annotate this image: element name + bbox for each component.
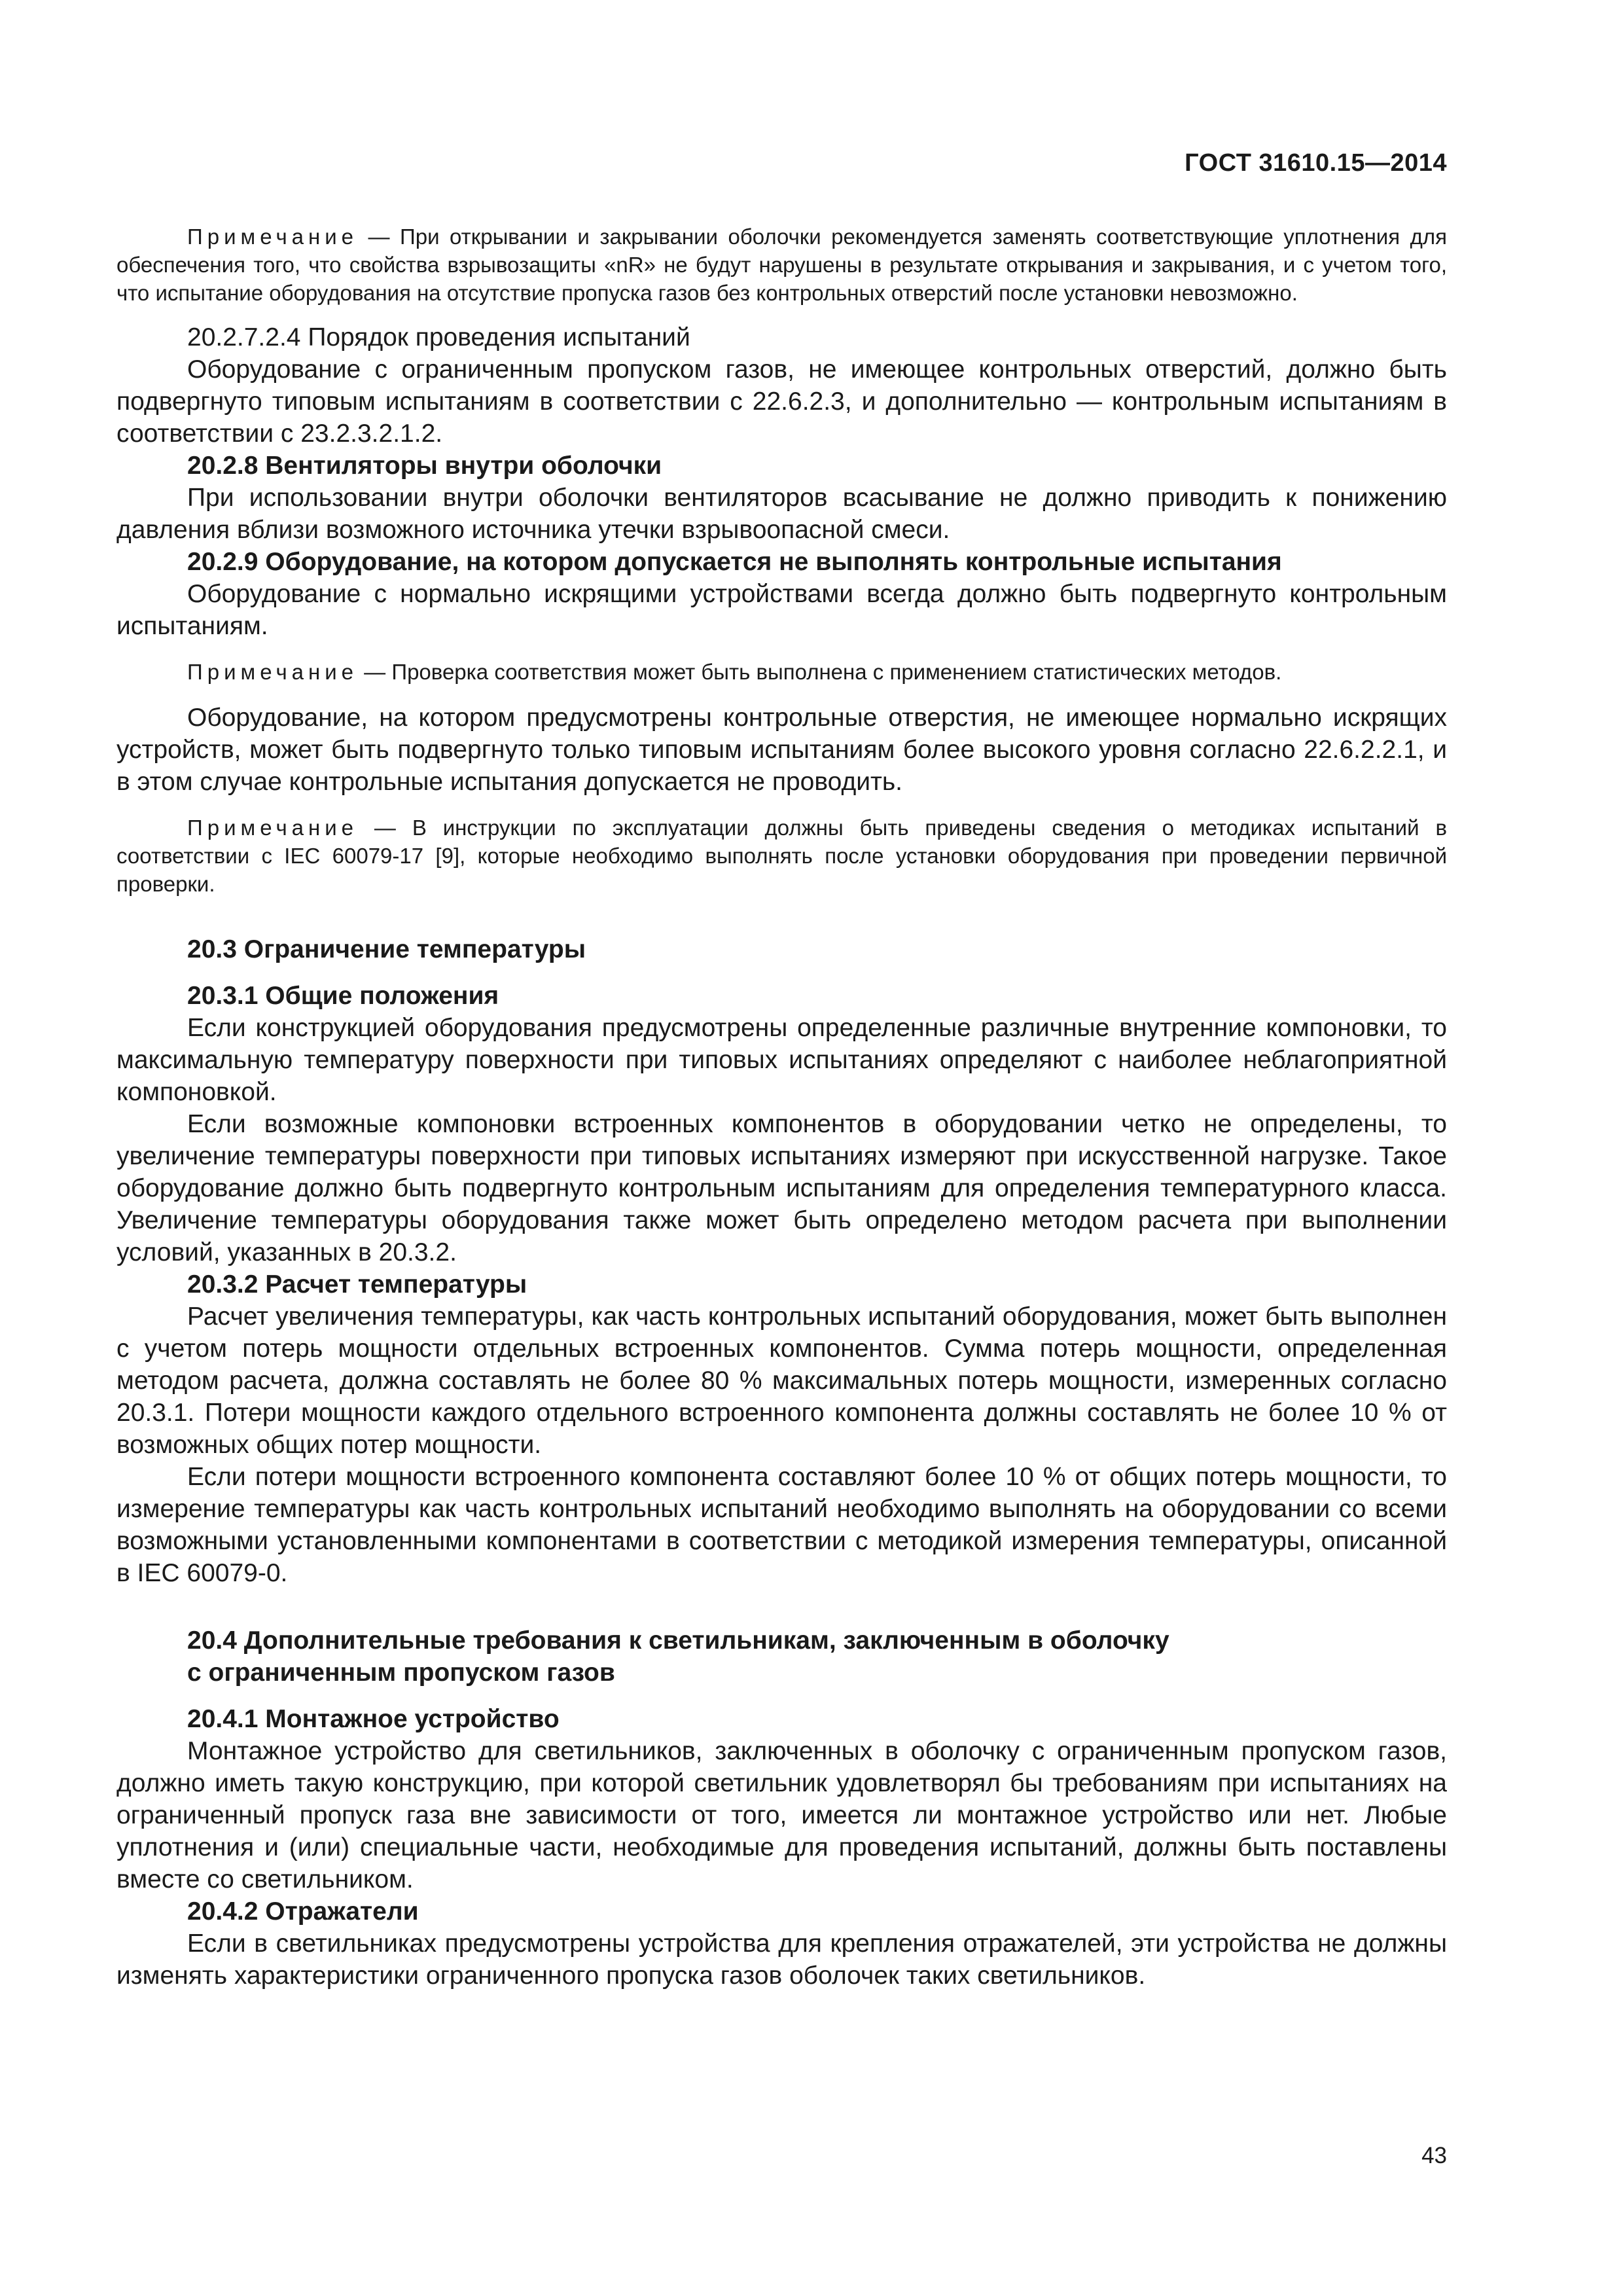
subsection-title-20-2-7-2-4: 20.2.7.2.4 Порядок проведения испытаний	[187, 323, 690, 351]
document-body	[116, 223, 1447, 1992]
page-number: 43	[1421, 2143, 1447, 2168]
note-text: — При открывании и закрывании оболочки рекомендуется заменять соответствующие уплотнения для обеспечения того, что свойства взрывозащиты «nR» не будут нарушены в результате открывания и закрывания, и с учетом того, что испытание оборудования на отсутствие пропуска газов без контрольных отверстий после установки невозможно.	[116, 224, 1447, 305]
section-heading-20-3: 20.3 Ограничение температуры	[187, 935, 586, 963]
section-heading-line: 20.4 Дополнительные требования к светильникам, заключенным в оболочку	[187, 1626, 1169, 1655]
note-label: Примечание	[187, 224, 359, 249]
note-text: — Проверка соответствия может быть выполнена с применением статистических методов.	[358, 660, 1282, 684]
paragraph: Монтажное устройство для светильников, заключенных в оболочку с ограниченным пропуском газов, должно иметь такую конструкцию, при которой светильник удовлетворял бы требованиям при испытаниях на ограниченный пропуск газа вне зависимости от того, имеется ли монтажное устройство или нет. Любые уплотнения и (или) специальные части, необходимые для проведения испытаний, должны быть поставлены вместе со светильником.	[116, 1737, 1447, 1893]
paragraph: Если конструкцией оборудования предусмотрены определенные различные внутренние компоновки, то максимальную температуру поверхности при типовых испытаниях определяют с наиболее неблагоприятной компоновкой.	[116, 1014, 1447, 1106]
document-page	[116, 0, 1447, 2296]
section-heading-20-2-9: 20.2.9 Оборудование, на котором допускается не выполнять контрольные испытания	[187, 548, 1282, 576]
section-heading-20-4	[116, 1624, 1447, 1689]
paragraph: Оборудование с нормально искрящими устройствами всегда должно быть подвергнуто контрольным испытаниям.	[116, 580, 1447, 640]
paragraph: Если в светильниках предусмотрены устройства для крепления отражателей, эти устройства не должны изменять характеристики ограниченного пропуска газов оболочек таких светильников.	[116, 1929, 1447, 1990]
note-3	[116, 814, 1447, 898]
section-heading-line: с ограниченным пропуском газов	[187, 1659, 615, 1687]
paragraph: Если потери мощности встроенного компонента составляют более 10 % от общих потерь мощности, то измерение температуры как часть контрольных испытаний необходимо выполнять на оборудовании со всеми возможными установленными компонентами в соответствии с методикой измерения температуры, описанной в IEC 60079-0.	[116, 1463, 1447, 1587]
note-label: Примечание	[187, 816, 359, 840]
section-heading-20-3-1: 20.3.1 Общие положения	[187, 982, 499, 1010]
paragraph: Если возможные компоновки встроенных компонентов в оборудовании четко не определены, то увеличение температуры поверхности при типовых испытаниях измеряют при искусственной нагрузке. Такое оборудование должно быть подвергнуто контрольным испытаниям для определения температурного класса. Увеличение температуры оборудования также может быть определено методом расчета при выполнении условий, указанных в 20.3.2.	[116, 1110, 1447, 1266]
note-label: Примечание	[187, 660, 359, 684]
note-1	[116, 223, 1447, 307]
paragraph: При использовании внутри оболочки вентиляторов всасывание не должно приводить к понижению давления вблизи возможного источника утечки взрывоопасной смеси.	[116, 484, 1447, 544]
note-2	[116, 658, 1447, 686]
document-header: ГОСТ 31610.15—2014	[1185, 149, 1447, 177]
paragraph: Оборудование, на котором предусмотрены контрольные отверстия, не имеющее нормально искрящих устройств, может быть подвергнуто только типовым испытаниям более высокого уровня согласно 22.6.2.2.1, и в этом случае контрольные испытания допускается не проводить.	[116, 704, 1447, 796]
section-heading-20-4-1: 20.4.1 Монтажное устройство	[187, 1705, 560, 1733]
section-heading-20-4-2: 20.4.2 Отражатели	[187, 1897, 419, 1926]
paragraph: Оборудование с ограниченным пропуском газов, не имеющее контрольных отверстий, должно быть подвергнуто типовым испытаниям в соответствии с 22.6.2.3, и дополнительно — контрольным испытаниям в соответствии с 23.2.3.2.1.2.	[116, 355, 1447, 448]
note-text: — В инструкции по эксплуатации должны быть приведены сведения о методиках испытаний в соответствии с IEC 60079-17 [9], которые необходимо выполнять после установки оборудования при проведении первичной проверки.	[116, 816, 1447, 896]
paragraph: Расчет увеличения температуры, как часть контрольных испытаний оборудования, может быть выполнен с учетом потерь мощности отдельных встроенных компонентов. Сумма потерь мощности, определенная методом расчета, должна составлять не более 80 % максимальных потерь мощности, измеренных согласно 20.3.1. Потери мощности каждого отдельного встроенного компонента должны составлять не более 10 % от возможных общих потер мощности.	[116, 1302, 1447, 1459]
section-heading-20-3-2: 20.3.2 Расчет температуры	[187, 1270, 527, 1299]
section-heading-20-2-8: 20.2.8 Вентиляторы внутри оболочки	[187, 452, 662, 480]
